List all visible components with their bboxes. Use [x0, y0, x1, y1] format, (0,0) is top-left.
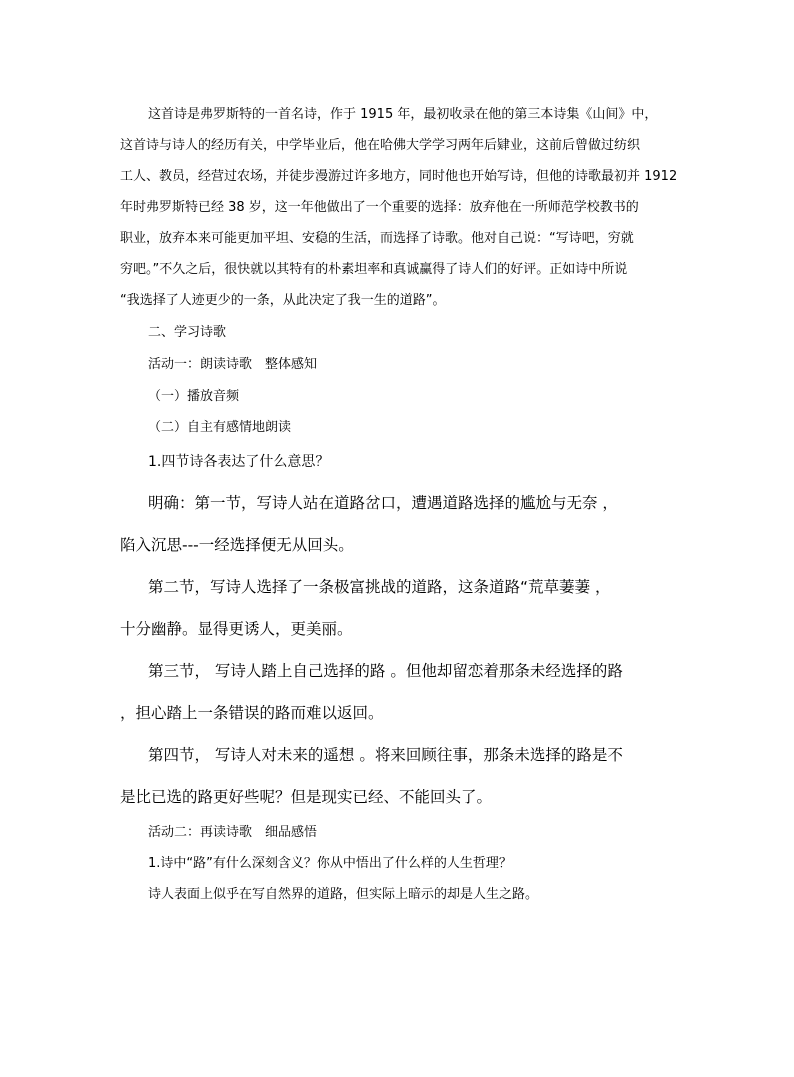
section-heading: 二、学习诗歌 [148, 325, 227, 340]
answer-line-6: ，担心踏上一条错误的路而难以返回。 [120, 704, 384, 722]
answer-line-3: 第二节，写诗人选择了一条极富挑战的道路，这条道路“荒草萋萋 ， [148, 578, 611, 596]
answer-line-4: 十分幽静。显得更诱人，更美丽。 [120, 620, 353, 638]
answer-line-5: 第三节， 写诗人踏上自己选择的路 。但他却留恋着那条未经选择的路 [148, 662, 623, 680]
question-one: 1.四节诗各表达了什么意思？ [148, 454, 330, 470]
intro-line-2: 这首诗与诗人的经历有关，中学毕业后，他在哈佛大学学习两年后肄业，这前后曾做过纺织 [120, 138, 641, 153]
activity-two-answer: 诗人表面上似乎在写自然界的道路，但实际上暗示的却是人生之路。 [148, 887, 539, 902]
intro-line-5: 职业，放弃本来可能更加平坦、安稳的生活，而选择了诗歌。他对自己说：“写诗吧，穷就 [120, 231, 634, 246]
intro-line-1: 这首诗是弗罗斯特的一首名诗，作于 1915 年，最初收录在他的第三本诗集《山间》中， [148, 107, 658, 122]
intro-line-6: 穷吧。”不久之后，很快就以其特有的朴素坦率和真诚赢得了诗人们的好评。正如诗中所说 [120, 262, 628, 277]
intro-line-7: “我选择了人迹更少的一条，从此决定了我一生的道路”。 [120, 293, 446, 308]
step-one: （一）播放音频 [148, 389, 240, 404]
step-two: （二）自主有感情地朗读 [148, 420, 292, 435]
answer-line-7: 第四节， 写诗人对未来的遥想 。将来回顾往事，那条未选择的路是不 [148, 746, 623, 764]
activity-two-heading: 活动二：再读诗歌 细品感悟 [148, 825, 318, 840]
intro-line-4: 年时弗罗斯特已经 38 岁，这一年他做出了一个重要的选择：放弃他在一所师范学校教书的 [120, 200, 639, 215]
activity-two-question: 1.诗中“路”有什么深刻含义？你从中悟出了什么样的人生哲理？ [148, 856, 512, 871]
answer-line-8: 是比已选的路更好些呢？但是现实已经、不能回头了。 [120, 788, 493, 806]
answer-line-2: 陷入沉思---一经选择便无从回头。 [120, 536, 354, 554]
intro-line-3: 工人、教员，经营过农场，并徒步漫游过许多地方，同时他也开始写诗，但他的诗歌最初并 1912 [120, 169, 678, 184]
activity-one-heading: 活动一：朗读诗歌 整体感知 [148, 357, 318, 372]
answer-line-1: 明确：第一节，写诗人站在道路岔口，遭遇道路选择的尴尬与无奈 ， [148, 494, 618, 512]
